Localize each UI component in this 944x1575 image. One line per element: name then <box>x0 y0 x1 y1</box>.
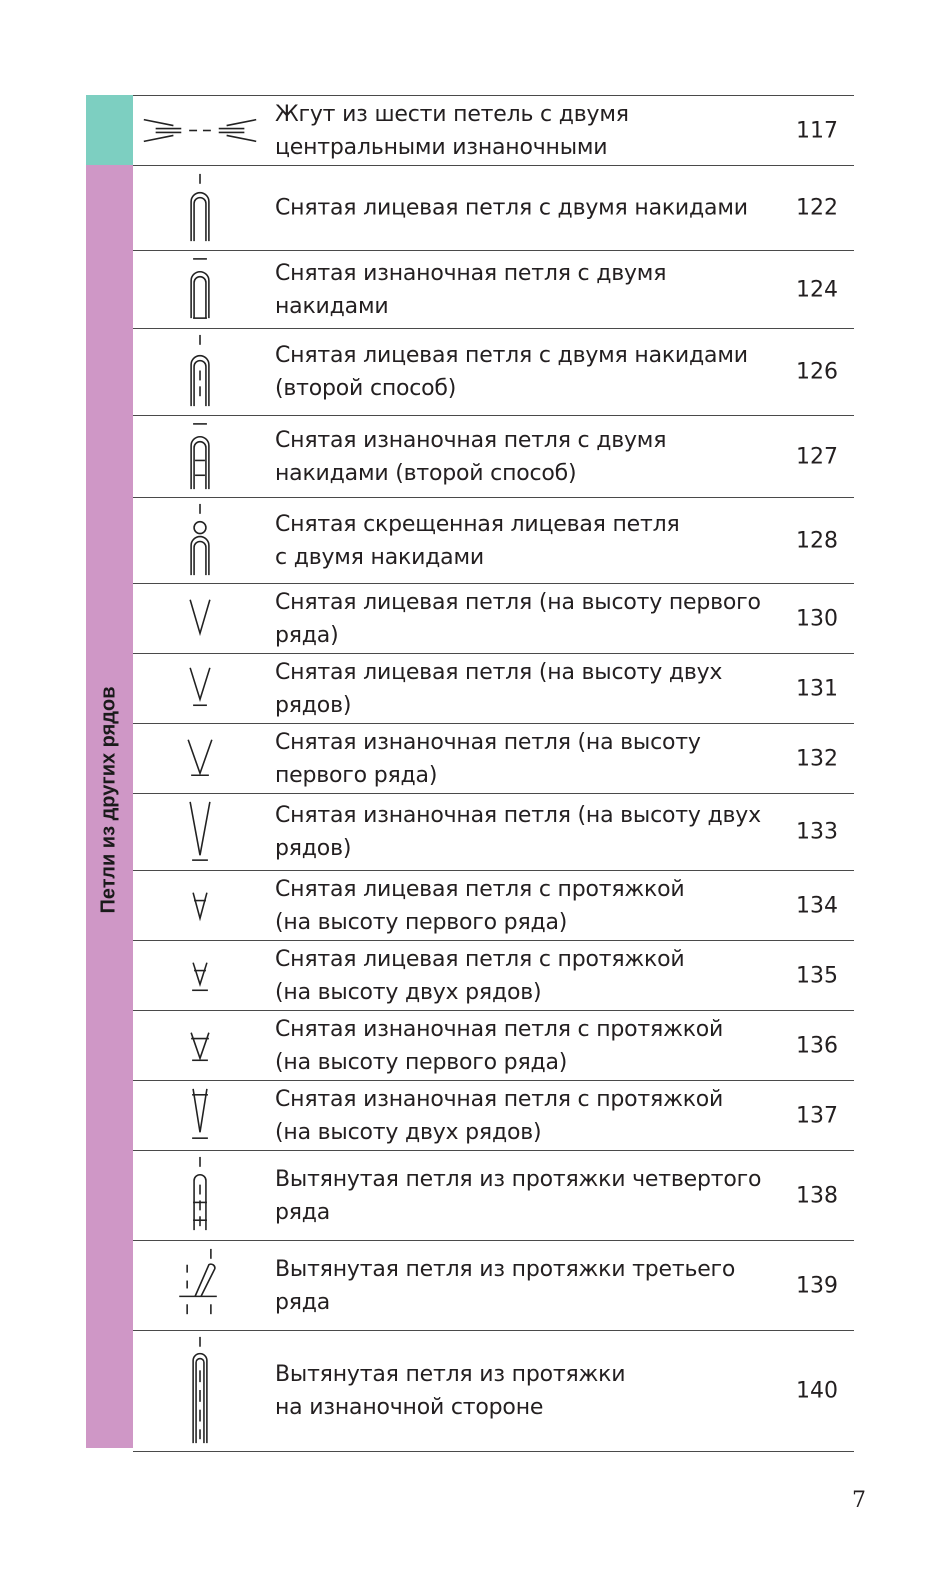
table-row <box>133 415 854 497</box>
page-ref: 137 <box>796 1103 838 1128</box>
drawn-loop-third-row-icon <box>133 1241 268 1330</box>
section-label: Петли из других рядов <box>97 686 120 914</box>
page-ref: 122 <box>796 195 838 221</box>
stitch-name: Снятая лицевая петля (на высоту первого ряда) <box>275 589 761 648</box>
table-row <box>133 583 854 653</box>
slip-knit-two-yo-icon <box>133 166 268 250</box>
stitch-name: Вытянутая петля из протяжки на изнаночной стороне <box>275 1362 626 1420</box>
table-row <box>133 1080 854 1150</box>
stitch-name: Снятая изнаночная петля (на высоту первого ряда) <box>275 729 701 788</box>
table-row <box>133 328 854 415</box>
symbol-table <box>133 95 854 1452</box>
slip-knit-one-row-icon <box>133 584 268 653</box>
table-row <box>133 940 854 1010</box>
table-row <box>133 723 854 793</box>
drawn-loop-fourth-row-icon <box>133 1151 268 1240</box>
page-ref: 126 <box>796 359 838 385</box>
page-ref: 140 <box>796 1378 838 1404</box>
section-color-band-teal <box>86 95 133 165</box>
stitch-name: Снятая изнаночная петля с двумя накидами <box>275 260 667 319</box>
stitch-name: Снятая изнаночная петля с двумя накидами (второй способ) <box>275 427 667 486</box>
page-ref: 136 <box>796 1033 838 1058</box>
slip-purl-two-yo-alt-icon <box>133 416 268 497</box>
page-ref: 117 <box>796 118 838 143</box>
slip-purl-float-two-rows-icon <box>133 1081 268 1150</box>
stitch-name: Снятая лицевая петля с протяжкой (на высоту двух рядов) <box>275 946 685 1005</box>
table-row <box>133 1150 854 1240</box>
slip-knit-two-rows-icon <box>133 654 268 723</box>
page-ref: 124 <box>796 277 838 302</box>
stitch-name: Снятая изнаночная петля с протяжкой (на высоту двух рядов) <box>275 1086 724 1145</box>
stitch-name: Вытянутая петля из протяжки четвертого ряда <box>275 1166 762 1225</box>
slip-crossed-knit-two-yo-icon <box>133 498 268 583</box>
page-ref: 139 <box>796 1273 838 1298</box>
table-row <box>133 793 854 870</box>
slip-purl-two-yo-icon <box>133 251 268 328</box>
stitch-name: Снятая изнаночная петля с протяжкой (на высоту первого ряда) <box>275 1016 724 1075</box>
stitch-name: Снятая лицевая петля с протяжкой (на высоту первого ряда) <box>275 876 685 935</box>
table-row <box>133 1010 854 1080</box>
table-row <box>133 1240 854 1330</box>
slip-purl-one-row-icon <box>133 724 268 793</box>
page-ref: 128 <box>796 528 838 553</box>
slip-knit-float-two-rows-icon <box>133 941 268 1010</box>
page-ref: 132 <box>796 746 838 771</box>
page-ref: 135 <box>796 963 838 988</box>
table-row <box>133 95 854 165</box>
table-row <box>133 497 854 583</box>
page-ref: 130 <box>796 606 838 631</box>
page-ref: 134 <box>796 893 838 918</box>
drawn-loop-wrong-side-icon <box>133 1331 268 1451</box>
stitch-name: Снятая скрещенная лицевая петля с двумя накидами <box>275 511 680 570</box>
slip-purl-float-one-row-icon <box>133 1011 268 1080</box>
slip-purl-two-rows-icon <box>133 794 268 870</box>
slip-knit-two-yo-alt-icon <box>133 329 268 415</box>
stitch-name: Снятая лицевая петля (на высоту двух рядов) <box>275 659 723 718</box>
table-row <box>133 870 854 940</box>
table-row <box>133 250 854 328</box>
page-ref: 138 <box>796 1183 838 1208</box>
table-row <box>133 1330 854 1452</box>
page-ref: 131 <box>796 676 838 701</box>
slip-knit-float-one-row-icon <box>133 871 268 940</box>
stitch-name: Снятая лицевая петля с двумя накидами (второй способ) <box>275 343 748 401</box>
page-ref: 133 <box>796 819 838 845</box>
table-row <box>133 165 854 250</box>
stitch-name: Жгут из шести петель с двумя центральными изнаночными <box>275 101 629 160</box>
stitch-name: Вытянутая петля из протяжки третьего ряда <box>275 1256 736 1315</box>
table-row <box>133 653 854 723</box>
stitch-name: Снятая изнаночная петля (на высоту двух рядов) <box>275 803 761 861</box>
stitch-name: Снятая лицевая петля с двумя накидами <box>275 195 748 221</box>
cable-six-stitch-icon <box>133 96 268 165</box>
page-ref: 127 <box>796 444 838 469</box>
page-number: 7 <box>852 1488 866 1513</box>
